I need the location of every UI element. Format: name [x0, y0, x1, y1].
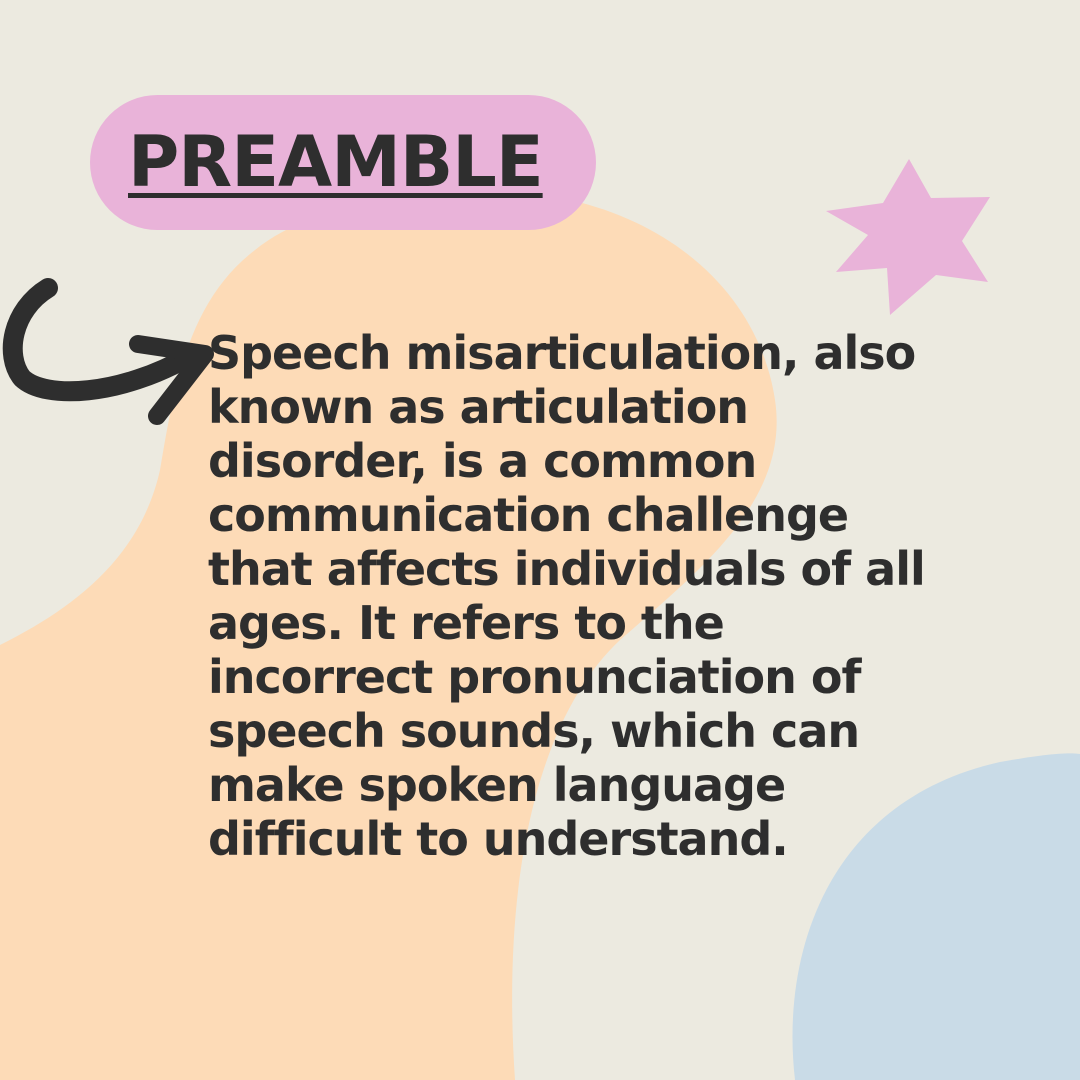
page-title: PREAMBLE — [128, 121, 543, 203]
preamble-paragraph: Speech misarticulation, also known as articulation disorder, is a common communication challenge that affects individuals of all ages. It refers to the incorrect pronunciation of speech sounds, which can make spoken language difficult to understand. — [208, 326, 925, 866]
curved-arrow-icon — [0, 270, 230, 440]
star-icon — [820, 155, 995, 320]
